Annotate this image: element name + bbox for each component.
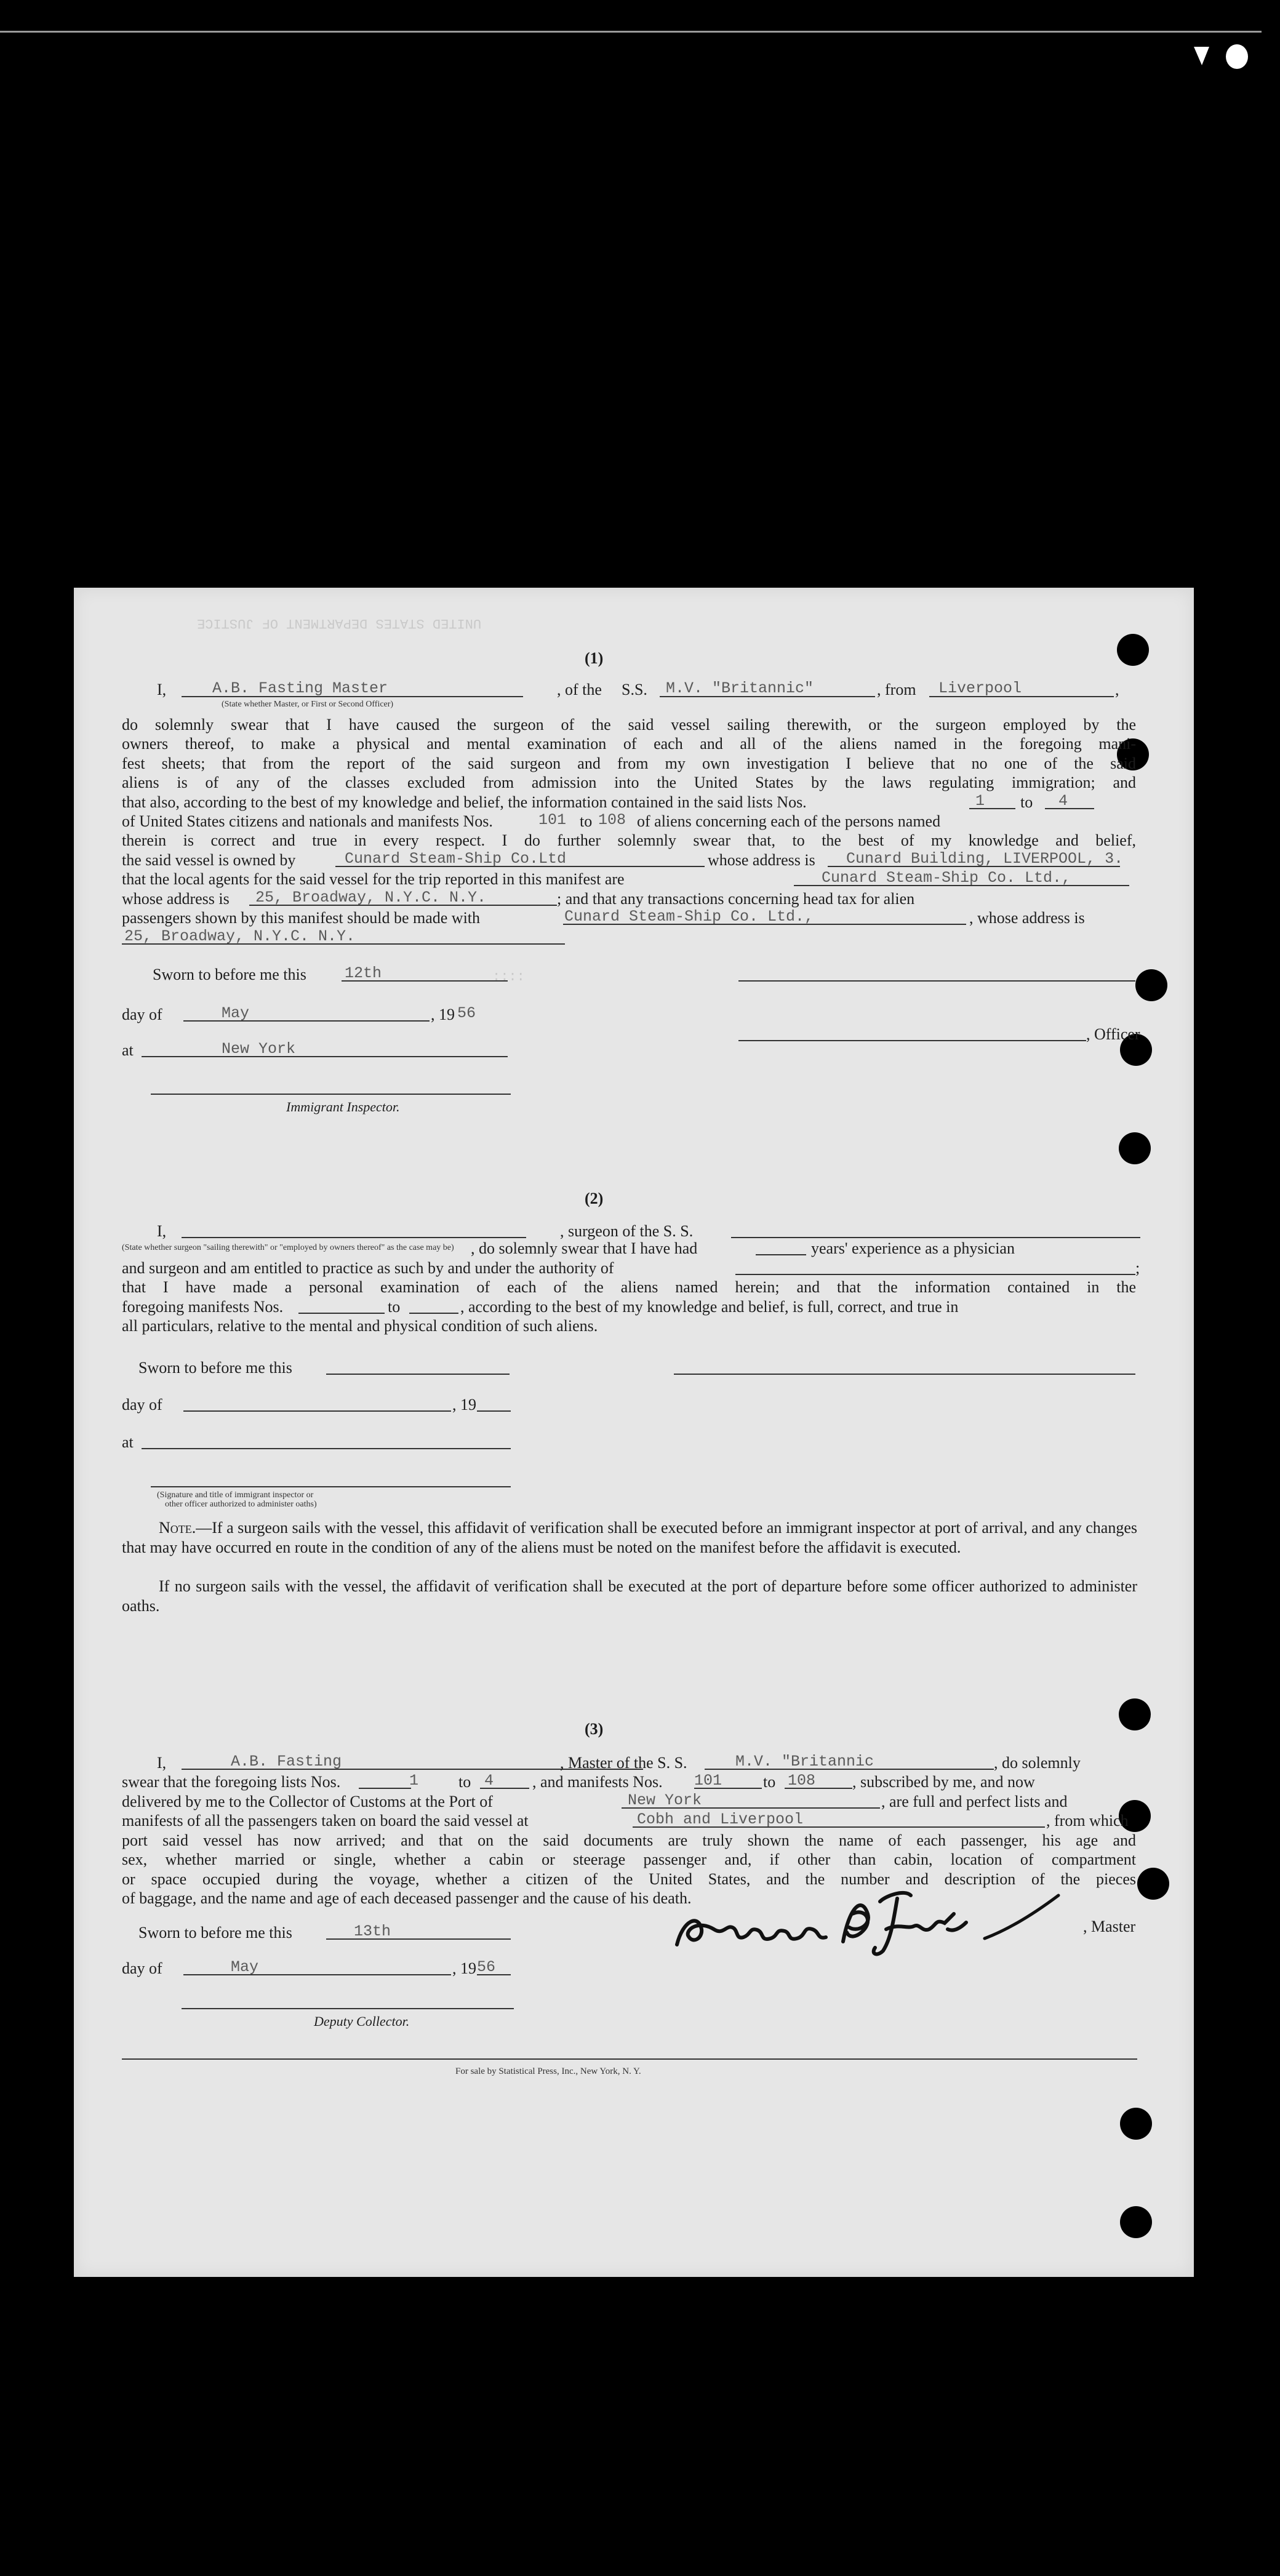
punch-hole <box>1117 634 1149 666</box>
corner-mark-icon <box>1191 42 1258 73</box>
section-1-line: therein is correct and true in every respect. I do further solemnly swear that, to the best of my knowledge and belief, <box>122 831 1136 849</box>
at-label: at <box>122 1041 134 1059</box>
surgeon-note: Note.—If a surgeon sails with the vessel, this affidavit of verification shall be executed before an immigrant inspector at port of arrival, and any changes that may have occurred en route in the condition of any of the aliens must be noted on the manifest before the affidavit is executed. <box>122 1519 1137 1556</box>
year-field: 56 <box>457 1004 476 1022</box>
s3-month-field: May <box>231 1958 259 1976</box>
punch-hole <box>1135 969 1167 1001</box>
section-1-line: of United States citizens and nationals and manifests Nos. <box>122 812 493 830</box>
section-1-line: owners thereof, to make a physical and mental examination of each and all of the aliens named in the foregoing mani- <box>122 735 1136 753</box>
punch-hole <box>1120 2206 1152 2238</box>
s3-lists-to: 4 <box>484 1772 494 1790</box>
agents-address-field: 25, Broadway, N.Y.C. N.Y. <box>255 889 487 906</box>
manifest-affidavit-page: UNITED STATES DEPARTMENT OF JUSTICE :::: (1) I, A.B. Fasting Master , of the S.S. M.V. "Britannic" , from Liverpool , (State whether Master, or First or Second Officer) do solemnly swear that I have caused the surgeon of the said vessel sailing therewith, or the surgeon employed by the owners thereof, to make a physical and mental examination of each and all of the aliens named in the foregoing mani- fest sheets; that from the report of the said surgeon and from my own investigation I believe that no one of the said aliens is of any of the classes excluded from admission into the United States by the laws regulating immigration; and that also, according to the best of my knowledge and belief, the information contained in the said lists Nos. 1 to 4 of United States citizens and nationals and manifests Nos. 101 to 108 of aliens concerning each of the persons named therein is correct and true in every respect. I do further solemnly swear that, to the best of my knowledge and belief, the said vessel is owned by Cunard Steam-Ship Co.Ltd whose address is Cunard Building, LIVERPOOL, 3. that the local agents for the said vessel for the trip reported in this manifest are Cunard Steam-Ship Co. Ltd., whose address is 25, Broadway, N.Y.C. N.Y. ; and that any transactions concerning head tax for alien passengers shown by this manifest should be made with Cunard Steam-Ship Co. Ltd., , whose address is 25, Broadway, N.Y.C. N.Y. Sworn to before me this 12th day of May , 19 56 at New York , Officer Immigrant Inspector. (2) I, , surgeon of the S. S. (State whether surgeon "sailing therewith" or "employed by owners thereof" as the case may be) , do solemnly swear that I have had years' experience as a physician and surgeon and am entitled to practice as such by and under the authority of ; that I have made a personal examination of each of the aliens named herein; and that the information contained in the foregoing manifests Nos. to , according to the best of my knowledge and belief, is full, correct, and true in all particulars, relative to the mental and physical condition of such aliens. Sworn to before me this day of , 19 at (Signature and title of immigrant inspector or other officer authorized to administer oaths) Note.—If a surgeon sails with the vessel, this affidavit of verification shall be executed before an immigrant inspector at port of arrival, and any changes that may have occurred en route in the condition of any of the aliens must be noted on the manifest before the affidavit is executed. If no surgeon sails with the vessel, the affidavit of verification shall be executed at the port of departure before some officer authorized to administer oaths. (3) I, A.B. Fasting , Master of the S. S. M.V. "Britannic , do solemnly swear that the foregoing lists Nos. 1 to 4 , and manifests Nos. 101 to 108 , subscribed by me, and now delivered by me to the Collector of Customs at the Port of New York , are full and perfect lists and manifests of all the passengers taken on board the said vessel at Cobh and Liverpool , from which port said vessel has now arrived; and that on the said documents are truly shown the name of each passenger, his age and sex, whether married or single, whether a cabin or steerage passenger and, if other than cabin, location of compartment or space occupied during the voyage, whether a citizen of the United States, and the number and description of the pieces of baggage, and the name and age of each deceased passenger and the cause of his death. Sworn to before me this 13th day of May , 19 56 , Master Deputy Collector. For sale by Statistical Press, Inc., New York, N. Y. <box>74 588 1194 2277</box>
officer-signature-line <box>738 1040 1086 1041</box>
section-1-line: the said vessel is owned by <box>122 851 296 869</box>
sworn-day-field: 12th <box>345 964 382 982</box>
month-field: May <box>222 1004 250 1022</box>
master-name-field: A.B. Fasting <box>231 1753 342 1770</box>
deputy-collector-label: Deputy Collector. <box>314 2014 410 2029</box>
s3-manifests-to: 108 <box>788 1772 816 1790</box>
section-1-line: whose address is <box>122 890 230 908</box>
day-of-label: day of <box>122 1006 162 1023</box>
officer-label: , Officer <box>1086 1025 1140 1043</box>
owner-field: Cunard Steam-Ship Co.Ltd <box>345 850 567 868</box>
lists-to-field: 4 <box>1058 792 1068 810</box>
manifests-from-field: 101 <box>538 811 567 829</box>
departure-ports-field: Cobh and Liverpool <box>637 1810 804 1828</box>
ss-name-field: M.V. "Britannic" <box>666 679 814 697</box>
state-whether-note: (State whether Master, or First or Second Officer) <box>222 700 394 709</box>
no-surgeon-note: If no surgeon sails with the vessel, the affidavit of verification shall be executed at the port of departure before some officer authorized to administer oaths. <box>122 1577 1137 1615</box>
punch-hole <box>1120 2108 1152 2140</box>
s3-sworn-day-field: 13th <box>354 1922 391 1940</box>
master-field: A.B. Fasting Master <box>212 679 388 697</box>
officer-top-line <box>738 980 1135 982</box>
place-field: New York <box>222 1040 296 1058</box>
ss-prefix: S.S. <box>622 681 647 698</box>
section-2-number: (2) <box>585 1190 604 1207</box>
immigrant-inspector-label: Immigrant Inspector. <box>286 1099 400 1114</box>
tax-agent-field: Cunard Steam-Ship Co. Ltd., <box>564 908 814 926</box>
section-1-line: that also, according to the best of my knowledge and belief, the information contained in the said lists Nos. <box>122 793 807 811</box>
section-1-line: aliens is of any of the classes excluded from admission into the United States by the laws regulating immigration; and <box>122 774 1136 791</box>
section-1-line: that the local agents for the said vessel for the trip reported in this manifest are <box>122 870 625 888</box>
lists-from-field: 1 <box>975 792 985 810</box>
show-through-text: UNITED STATES DEPARTMENT OF JUSTICE <box>197 615 482 631</box>
s3-lists-from: 1 <box>409 1772 419 1790</box>
state-surgeon-note: (State whether surgeon "sailing therewith" or "employed by owners thereof" as the case may be) <box>122 1243 454 1252</box>
printer-note: For sale by Statistical Press, Inc., New York, N. Y. <box>455 2066 641 2076</box>
show-through-text: :::: <box>492 969 525 985</box>
top-rule <box>0 31 1262 33</box>
surgeon-signature-line <box>674 1374 1135 1375</box>
tax-address-field: 25, Broadway, N.Y.C. N.Y. <box>124 927 356 945</box>
footer-rule <box>122 2058 1137 2060</box>
sworn-before-label: Sworn to before me this <box>153 966 306 983</box>
master-signature <box>665 1871 1095 1963</box>
port-field: New York <box>628 1791 702 1809</box>
punch-hole <box>1119 1132 1151 1164</box>
section-1-number: (1) <box>585 649 604 667</box>
section-1-line: fest sheets; that from the report of the said surgeon and from my own investigation I believe that no one of the said <box>122 754 1136 772</box>
agents-field: Cunard Steam-Ship Co. Ltd., <box>822 869 1071 887</box>
of-the-label: , of the <box>557 681 602 698</box>
punch-hole <box>1137 1868 1169 1900</box>
ship-name-field: M.V. "Britannic <box>735 1753 874 1770</box>
surgeon-name-line <box>182 1237 526 1238</box>
from-label: , from <box>877 681 916 698</box>
master-label: , Master <box>1083 1918 1136 1935</box>
manifests-to-field: 108 <box>598 811 626 829</box>
section-1-i: I, <box>157 681 167 698</box>
section-1-line: passengers shown by this manifest should be made with <box>122 909 481 927</box>
surgeon-ship-line <box>731 1237 1140 1238</box>
section-1-line: do solemnly swear that I have caused the surgeon of the said vessel sailing therewith, or the surgeon employed by the <box>122 716 1136 734</box>
from-field: Liverpool <box>938 679 1022 697</box>
section-3-number: (3) <box>585 1720 604 1738</box>
owner-address-field: Cunard Building, LIVERPOOL, 3. <box>846 850 1124 868</box>
punch-hole <box>1119 1698 1151 1730</box>
s3-year-field: 56 <box>477 1958 496 1976</box>
s3-manifests-from: 101 <box>694 1772 722 1790</box>
